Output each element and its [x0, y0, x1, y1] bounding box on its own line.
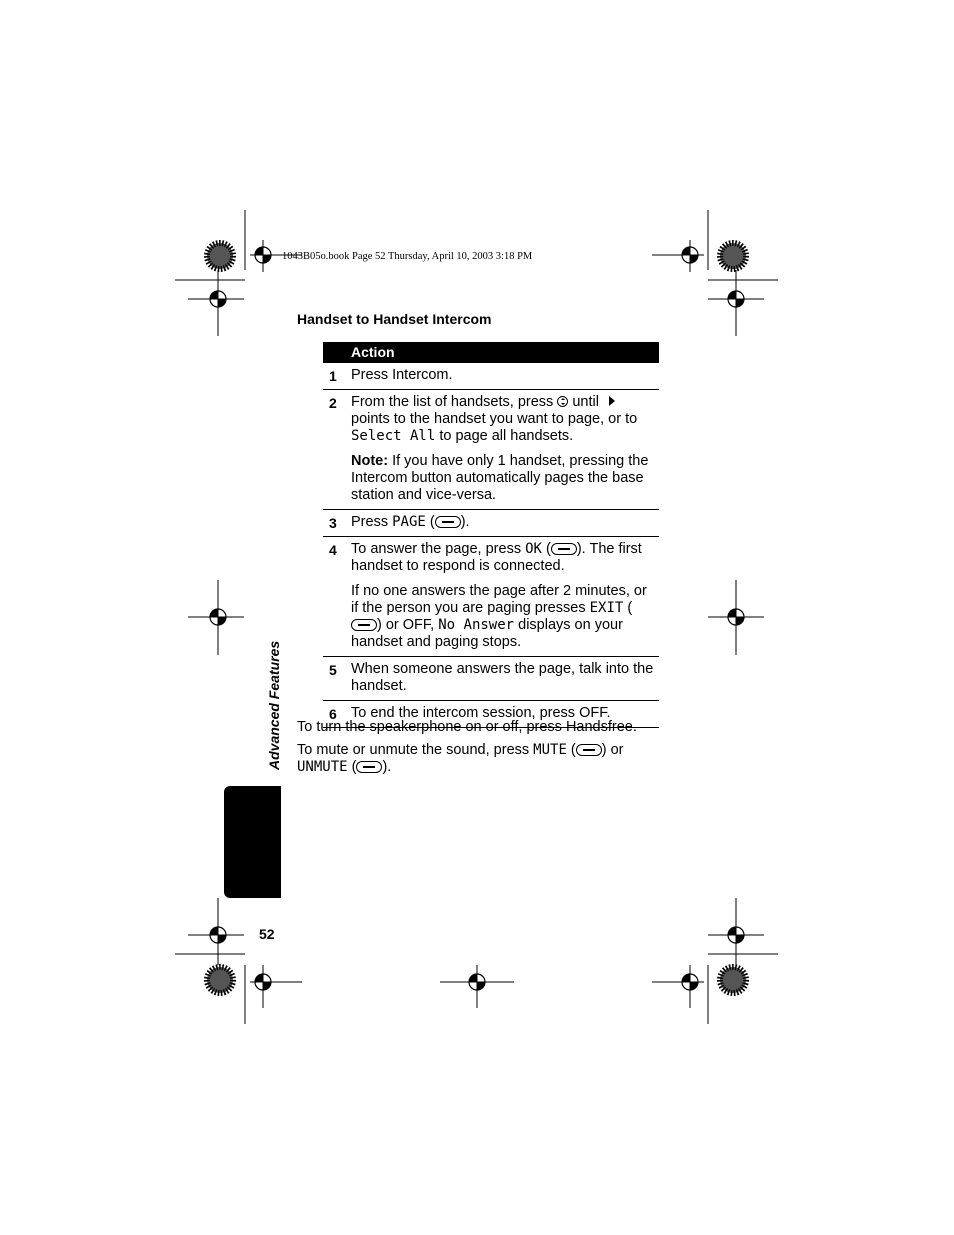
- lcd-text: No Answer: [438, 617, 515, 633]
- step-number: 6: [329, 706, 337, 722]
- softkey-icon: [351, 619, 377, 631]
- chapter-side-label: Advanced Features: [266, 640, 282, 770]
- section-title: Handset to Handset Intercom: [297, 311, 492, 327]
- table-row: [323, 363, 659, 390]
- step-text: Press PAGE ( ).: [351, 514, 470, 530]
- step-text: To end the intercom session, press OFF.: [351, 705, 611, 721]
- note-label: Note:: [351, 453, 389, 469]
- lcd-text: Select All: [351, 428, 436, 444]
- chapter-tab: [224, 786, 281, 898]
- step-number: 3: [329, 515, 337, 531]
- action-table: [323, 342, 659, 728]
- step-number: 5: [329, 662, 337, 678]
- step-text: To answer the page, press OK ( ). The first handset to respond is connected.: [351, 541, 642, 574]
- lcd-text: OK: [525, 541, 542, 557]
- softkey-icon: [435, 516, 461, 528]
- page-number: 52: [259, 926, 275, 942]
- step-note: Note: If you have only 1 handset, pressing the Intercom button automatically pages the base station and vice-versa.: [351, 453, 649, 503]
- speakerphone-paragraph: To turn the speakerphone on or off, press Handsfree.: [297, 719, 637, 735]
- step-number: 2: [329, 395, 337, 411]
- table-row: [323, 657, 659, 701]
- table-row: [323, 510, 659, 537]
- step-number: 4: [329, 542, 337, 558]
- print-header: 1043B05o.book Page 52 Thursday, April 10, 2003 3:18 PM: [282, 251, 533, 262]
- softkey-icon: [356, 761, 382, 773]
- nav-key-icon: [557, 396, 568, 407]
- table-header: [323, 342, 659, 363]
- softkey-icon: [576, 744, 602, 756]
- table-row: [323, 537, 659, 657]
- table-header-label: Action: [351, 344, 395, 360]
- right-pointer-icon: [609, 396, 615, 406]
- lcd-text: UNMUTE: [297, 759, 348, 775]
- step-text: From the list of handsets, press until points to the handset you want to page, or to Select All to page all handsets.: [351, 394, 638, 444]
- step-text: If no one answers the page after 2 minutes, or if the person you are paging presses EXIT () or OFF, No Answer displays on your handset and paging stops.: [351, 583, 647, 650]
- step-text: Press Intercom.: [351, 367, 453, 383]
- step-number: 1: [329, 368, 337, 384]
- lcd-text: EXIT: [589, 600, 624, 616]
- lcd-text: PAGE: [392, 514, 426, 530]
- lcd-text: MUTE: [533, 742, 567, 758]
- mute-paragraph: To mute or unmute the sound, press MUTE ( ) or UNMUTE ( ).: [297, 742, 624, 775]
- step-text: When someone answers the page, talk into the handset.: [351, 661, 654, 694]
- softkey-icon: [551, 543, 577, 555]
- table-row: [323, 390, 659, 510]
